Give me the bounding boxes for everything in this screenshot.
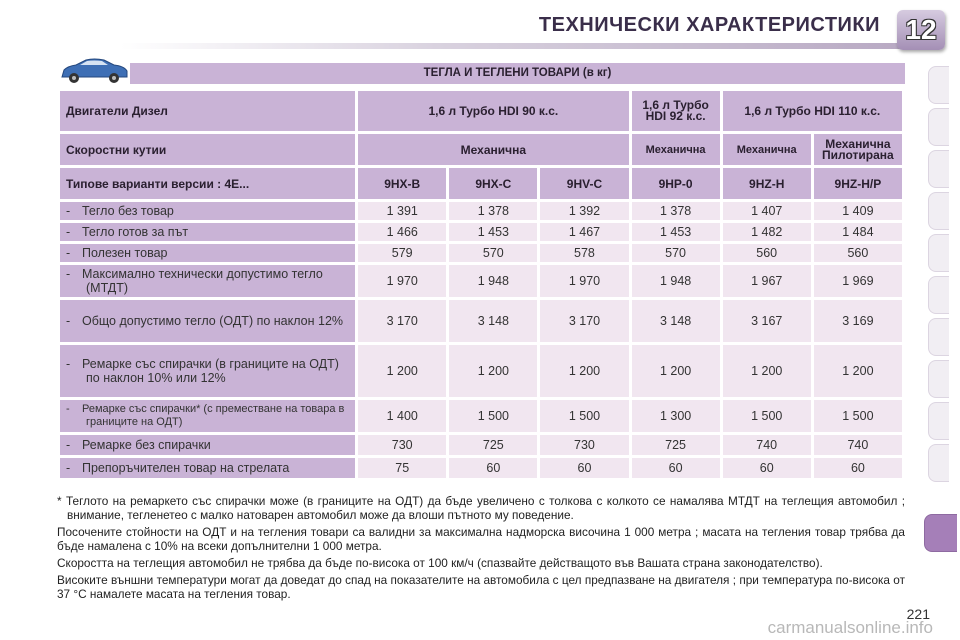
gearbox-a: Механична — [358, 134, 628, 165]
cell: 1 409 — [814, 202, 902, 220]
engine-row — [60, 91, 902, 131]
chapter-tab[interactable] — [928, 444, 949, 482]
cell: 1 948 — [449, 265, 537, 297]
table-row — [60, 265, 902, 297]
cell: 570 — [632, 244, 720, 262]
chapter-tab[interactable] — [928, 318, 949, 356]
page-title: ТЕХНИЧЕСКИ ХАРАКТЕРИСТИКИ — [538, 14, 880, 36]
cell: 1 378 — [449, 202, 537, 220]
car-icon — [58, 56, 130, 86]
cell: 725 — [632, 435, 720, 455]
engine-b: 1,6 л Турбо HDI 92 к.с. — [632, 91, 720, 131]
cell: 725 — [449, 435, 537, 455]
chapter-tab[interactable] — [928, 66, 949, 104]
variant-row — [60, 168, 902, 199]
notes — [57, 494, 905, 604]
cell: 1 200 — [814, 345, 902, 397]
cell: 1 200 — [358, 345, 446, 397]
cell: 740 — [723, 435, 811, 455]
note-paragraph: Високите външни температури могат да доведат до спад на показателите на автомобила с цел предпазване на двигателя ; при температура по-висока от 37 °C намалете масата на тегления товар. — [57, 573, 905, 601]
note-paragraph: Посочените стойности на ОДТ и на тегления товари са валидни за максимална надморска височина 1 000 метра ; масата на тегления товар трябва да бъде намалена с 10% на всеки допълнителни 1 000 метра. — [57, 525, 905, 553]
cell: 1 969 — [814, 265, 902, 297]
engine-a: 1,6 л Турбо HDI 90 к.с. — [358, 91, 628, 131]
cell: 560 — [814, 244, 902, 262]
page-number: 221 — [906, 606, 930, 622]
variant-cell: 9HZ-H/P — [814, 168, 902, 199]
row-label: - Тегло без товар — [60, 202, 355, 220]
cell: 3 167 — [723, 300, 811, 342]
chapter-tab[interactable] — [928, 150, 949, 188]
chapter-tab-active[interactable] — [924, 514, 957, 552]
table-row — [60, 435, 902, 455]
cell: 3 169 — [814, 300, 902, 342]
row-label-text: Тегло без товар — [82, 204, 174, 218]
variant-cell: 9HX-C — [449, 168, 537, 199]
cell: 1 300 — [632, 400, 720, 432]
cell: 60 — [632, 458, 720, 478]
table-row — [60, 244, 902, 262]
variant-cell: 9HP-0 — [632, 168, 720, 199]
row-label-text: Ремарке без спирачки — [82, 438, 211, 452]
cell: 1 500 — [449, 400, 537, 432]
chapter-tab[interactable] — [928, 192, 949, 230]
row-label-text: Ремарке със спирачки (в границите на ОДТ) по наклон 10% или 12% — [82, 357, 339, 385]
row-label-text: Препоръчителен товар на стрелата — [82, 461, 290, 475]
cell: 1 200 — [723, 345, 811, 397]
chapter-badge — [897, 10, 945, 50]
cell: 1 500 — [723, 400, 811, 432]
cell: 1 970 — [358, 265, 446, 297]
gearbox-c: Механична — [723, 134, 811, 165]
table-row — [60, 400, 902, 432]
row-label-text: Общо допустимо тегло (ОДТ) по наклон 12% — [82, 314, 344, 328]
table-title: ТЕГЛА И ТЕГЛЕНИ ТОВАРИ (в кг) — [130, 63, 905, 84]
cell: 1 948 — [632, 265, 720, 297]
row-label: - Полезен товар — [60, 244, 355, 262]
gearbox-d: Механична Пилотирана — [814, 134, 902, 165]
chapter-number: 12 — [905, 14, 937, 45]
row-label: - Ремарке със спирачки (в границите на ОДТ) по наклон 10% или 12% — [60, 345, 355, 397]
cell: 730 — [358, 435, 446, 455]
cell: 75 — [358, 458, 446, 478]
cell: 1 967 — [723, 265, 811, 297]
cell: 1 484 — [814, 223, 902, 241]
cell: 1 970 — [540, 265, 628, 297]
cell: 740 — [814, 435, 902, 455]
cell: 1 378 — [632, 202, 720, 220]
gearbox-label: Скоростни кутии — [60, 134, 355, 165]
chapter-tab[interactable] — [928, 402, 949, 440]
variant-cell: 9HV-C — [540, 168, 628, 199]
engine-c: 1,6 л Турбо HDI 110 к.с. — [723, 91, 902, 131]
cell: 60 — [540, 458, 628, 478]
cell: 1 400 — [358, 400, 446, 432]
table-row — [60, 300, 902, 342]
gearbox-row — [60, 134, 902, 165]
cell: 579 — [358, 244, 446, 262]
cell: 560 — [723, 244, 811, 262]
row-label-text: Полезен товар — [82, 246, 168, 260]
variant-cell: 9HX-B — [358, 168, 446, 199]
table-row — [60, 202, 902, 220]
cell: 1 200 — [632, 345, 720, 397]
cell: 1 200 — [540, 345, 628, 397]
cell: 578 — [540, 244, 628, 262]
table-row — [60, 223, 902, 241]
cell: 570 — [449, 244, 537, 262]
header-ribbon — [120, 43, 910, 49]
variant-label: Типове варианти версии : 4E... — [60, 168, 355, 199]
row-label: - Тегло готов за път — [60, 223, 355, 241]
chapter-tab[interactable] — [928, 234, 949, 272]
cell: 3 148 — [632, 300, 720, 342]
cell: 3 170 — [358, 300, 446, 342]
cell: 60 — [814, 458, 902, 478]
cell: 60 — [723, 458, 811, 478]
chapter-tab[interactable] — [928, 360, 949, 398]
watermark: carmanualsonline.info — [767, 618, 933, 637]
cell: 1 200 — [449, 345, 537, 397]
cell: 1 482 — [723, 223, 811, 241]
cell: 1 392 — [540, 202, 628, 220]
table-row — [60, 458, 902, 478]
cell: 1 500 — [540, 400, 628, 432]
row-label: - Ремарке без спирачки — [60, 435, 355, 455]
row-label-text: Ремарке със спирачки* (с преместване на товара в границите на ОДТ) — [82, 403, 345, 428]
engine-label: Двигатели Дизел — [60, 91, 355, 131]
variant-cell: 9HZ-H — [723, 168, 811, 199]
footnote: * Теглото на ремаркето със спирачки може (в границите на ОДТ) да бъде увеличено с толкова с колкото се намалява МТДТ на теглещия автомобил ; внимание, тегленетео с малко натоварен автомобил може да влоши пътното му поведение. — [57, 494, 905, 522]
gearbox-b: Механична — [632, 134, 720, 165]
cell: 1 467 — [540, 223, 628, 241]
cell: 1 500 — [814, 400, 902, 432]
row-label: - Препоръчителен товар на стрелата — [60, 458, 355, 478]
cell: 1 407 — [723, 202, 811, 220]
table-row — [60, 345, 902, 397]
weights-table — [57, 88, 905, 481]
note-paragraph: Скоростта на теглещия автомобил не трябва да бъде по-висока от 100 км/ч (спазвайте действащото във Вашата страна законодателство). — [57, 556, 823, 570]
cell: 1 391 — [358, 202, 446, 220]
cell: 60 — [449, 458, 537, 478]
cell: 1 466 — [358, 223, 446, 241]
row-label-text: Максимално технически допустимо тегло (МТДТ) — [82, 267, 323, 295]
row-label: - Максимално технически допустимо тегло (МТДТ) — [60, 265, 355, 297]
chapter-tab[interactable] — [928, 108, 949, 146]
cell: 3 148 — [449, 300, 537, 342]
chapter-tabs — [928, 66, 960, 586]
chapter-tab[interactable] — [928, 276, 949, 314]
cell: 1 453 — [449, 223, 537, 241]
row-label: - Ремарке със спирачки* (с преместване на товара в границите на ОДТ) — [60, 400, 355, 432]
cell: 730 — [540, 435, 628, 455]
cell: 1 453 — [632, 223, 720, 241]
page-header — [0, 0, 960, 52]
cell: 3 170 — [540, 300, 628, 342]
row-label: - Общо допустимо тегло (ОДТ) по наклон 12% — [60, 300, 355, 342]
row-label-text: Тегло готов за път — [82, 225, 189, 239]
